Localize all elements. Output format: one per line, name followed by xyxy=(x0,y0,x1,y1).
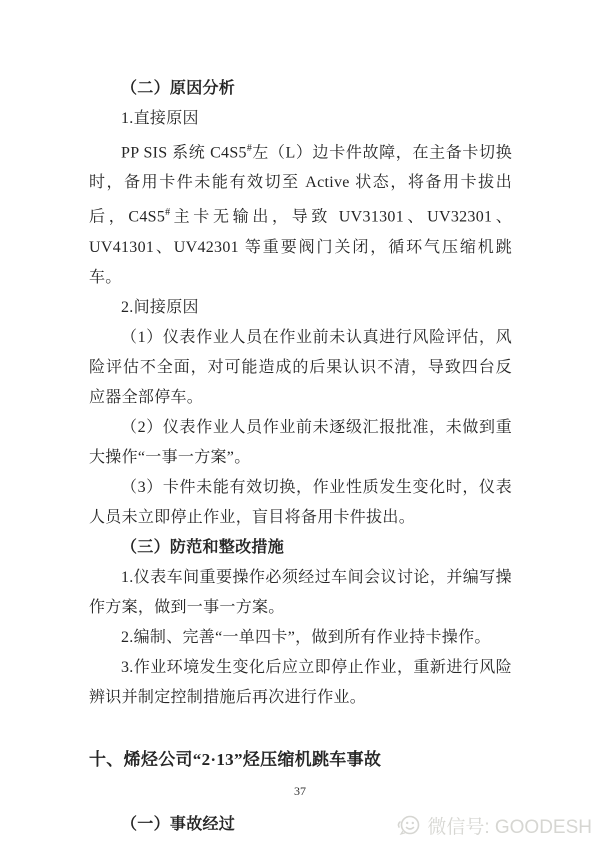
text-run: 主卡无输出，导致 UV31301、UV32301、UV41301、UV42301 等重要阀门关闭，循环气压缩机跳车。 xyxy=(89,208,513,286)
para-indirect-cause-label: 2.间接原因 xyxy=(121,298,199,316)
page-number: 37 xyxy=(294,784,306,798)
para-prevention-item-1: 1.仪表车间重要操作必须经过车间会议讨论，并编写操作方案，做到一事一方案。 xyxy=(89,568,512,616)
section-heading-cause-analysis: （二）原因分析 xyxy=(121,80,236,97)
para-direct-cause-body xyxy=(89,134,512,293)
watermark xyxy=(396,812,592,839)
para-indirect-cause-item-2: （2）仪表作业人员作业前未逐级汇报批准，未做到重大操作“一事一方案”。 xyxy=(89,418,512,466)
section-heading-accident-course: （一）事故经过 xyxy=(121,815,236,833)
para-direct-cause-label: 1.直接原因 xyxy=(121,110,199,127)
para-prevention-item-2: 2.编制、完善“一单四卡”，做到所有作业持卡操作。 xyxy=(121,628,491,646)
watermark-text: 微信号: GOODESH xyxy=(427,817,592,838)
superscript-mark: # xyxy=(246,143,252,154)
text-run: PP SIS 系统 C4S5 xyxy=(121,144,247,162)
wechat-icon xyxy=(396,814,422,838)
para-prevention-item-3: 3.作业环境发生变化后应立即停止作业，重新进行风险辨识并制定控制措施后再次进行作业。 xyxy=(89,658,512,706)
section-heading-prevention: （三）防范和整改措施 xyxy=(121,538,285,556)
superscript-mark: # xyxy=(165,207,171,219)
para-indirect-cause-item-1: （1）仪表作业人员在作业前未认真进行风险评估，风险评估不全面，对可能造成的后果认识不清，导致四台反应器全部停车。 xyxy=(89,328,512,406)
para-indirect-cause-item-3: （3）卡件未能有效切换，作业性质发生变化时，仪表人员未立即停止作业，盲目将备用卡件拔出。 xyxy=(89,478,512,526)
chapter-heading: 十、烯烃公司“2·13”烃压缩机跳车事故 xyxy=(89,749,382,769)
document-content xyxy=(89,74,512,840)
text-run: 左（L）边卡件故障，在主备卡切换时，备用卡件未能有效切至 Active 状态，将备用卡拔出后，C4S5 xyxy=(89,144,512,226)
